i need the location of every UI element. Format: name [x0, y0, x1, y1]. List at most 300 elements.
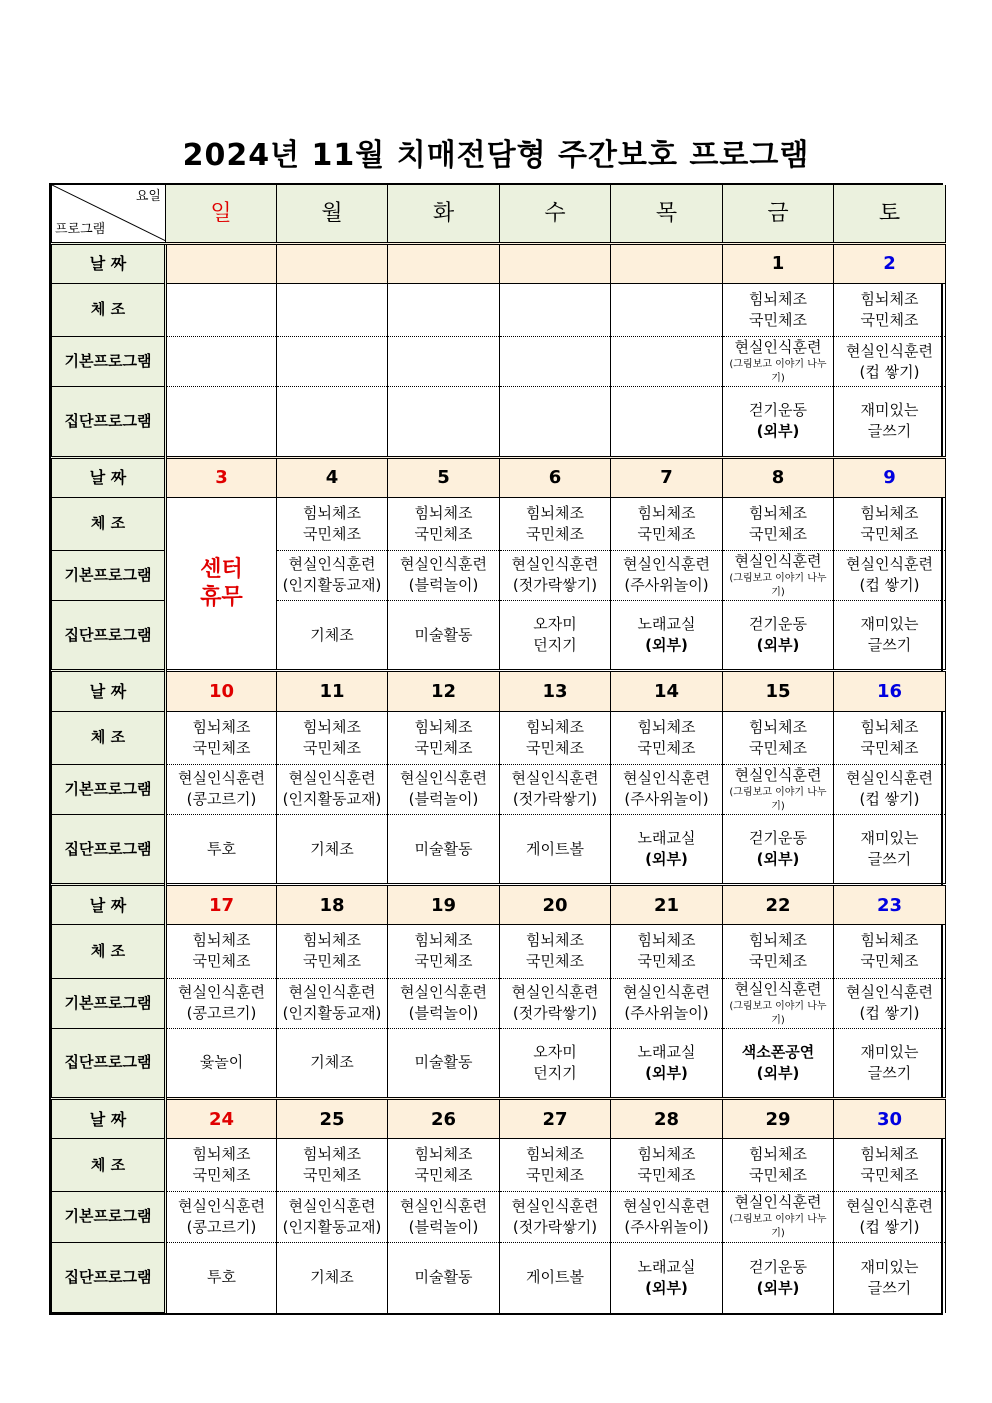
exercise-cell — [388, 497, 500, 550]
date-cell: 19 — [388, 885, 500, 925]
basic-program-cell — [611, 978, 723, 1028]
date-cell: 23 — [834, 885, 946, 925]
date-cell: 20 — [500, 885, 611, 925]
day-header-sat: 토 — [834, 185, 946, 243]
basic-program-detail: (주사위놀이) — [624, 1217, 709, 1236]
date-cell: 7 — [611, 457, 723, 497]
basic-program-detail: (컵 쌓기) — [859, 790, 920, 809]
group-program-row — [52, 1028, 946, 1098]
basic-program-cell — [611, 550, 723, 600]
group-program-cell — [611, 601, 723, 671]
group-program-name: 게이트볼 — [526, 1268, 584, 1286]
exercise-brain: 힘뇌체조 — [414, 717, 473, 736]
basic-program-detail: (그림보고 이야기 나누기) — [729, 572, 827, 598]
group-program-cell — [388, 814, 500, 884]
exercise-national: 국민체조 — [860, 738, 919, 757]
basic-program-detail: (콩고르기) — [186, 1217, 257, 1236]
group-program-cell — [723, 601, 834, 671]
basic-program-cell — [500, 978, 611, 1028]
closed-line-2: 휴무 — [200, 584, 243, 610]
basic-program-cell — [388, 1192, 500, 1242]
exercise-cell — [500, 497, 611, 550]
group-program-row-label: 집단프로그램 — [52, 1028, 166, 1098]
group-program-name: 기체조 — [310, 625, 354, 644]
exercise-cell — [277, 1139, 388, 1192]
group-program-cell — [611, 1242, 723, 1312]
group-program-note: 글쓰기 — [867, 422, 912, 441]
exercise-brain: 힘뇌체조 — [526, 1145, 584, 1164]
group-program-cell — [723, 1028, 834, 1098]
group-program-name: 색소폰공연 — [741, 1042, 815, 1061]
basic-program-title: 현실인식훈련 — [846, 1196, 933, 1215]
basic-program-row-label: 기본프로그램 — [52, 550, 166, 600]
group-program-name: 윷놀이 — [199, 1053, 244, 1072]
basic-program-title: 현실인식훈련 — [734, 551, 822, 570]
group-program-cell — [166, 814, 277, 884]
basic-program-detail: (젓가락쌓기) — [512, 1217, 598, 1236]
exercise-national: 국민체조 — [860, 310, 919, 329]
group-program-row — [52, 1242, 946, 1312]
basic-program-detail: (주사위놀이) — [624, 576, 709, 595]
basic-program-row-label: 기본프로그램 — [52, 978, 166, 1028]
date-cell: 6 — [500, 457, 611, 497]
group-program-cell — [277, 1242, 388, 1312]
basic-program-cell — [834, 978, 946, 1028]
group-program-name: 노래교실 — [637, 615, 696, 634]
basic-program-cell — [500, 1192, 611, 1242]
exercise-cell — [723, 1139, 834, 1192]
group-program-name: 걷기운동 — [749, 1257, 807, 1276]
basic-program-cell — [388, 978, 500, 1028]
exercise-brain: 힘뇌체조 — [749, 717, 807, 736]
group-program-name: 재미있는 — [860, 829, 919, 848]
exercise-national: 국민체조 — [749, 1166, 807, 1185]
group-program-name: 투호 — [207, 1268, 236, 1286]
group-program-note: (외부) — [645, 636, 688, 655]
corner-day-label: 요일 — [135, 189, 161, 204]
page-title: 2024년 11월 치매전담형 주간보호 프로그램 — [182, 138, 810, 173]
basic-program-detail: (주사위놀이) — [624, 1004, 709, 1023]
group-program-name: 미술활동 — [414, 1268, 473, 1286]
group-program-note: (외부) — [756, 1063, 800, 1082]
exercise-national: 국민체조 — [749, 952, 807, 971]
basic-program-title: 현실인식훈련 — [400, 555, 487, 574]
basic-program-detail: (젓가락쌓기) — [512, 790, 598, 809]
center-closed-cell — [166, 497, 277, 671]
basic-program-title: 현실인식훈련 — [623, 983, 710, 1002]
group-program-note: 글쓰기 — [867, 636, 912, 655]
exercise-national: 국민체조 — [526, 524, 584, 543]
exercise-brain: 힘뇌체조 — [303, 1145, 361, 1164]
group-program-name: 미술활동 — [414, 839, 473, 858]
group-program-name: 걷기운동 — [749, 829, 807, 848]
exercise-brain: 힘뇌체조 — [303, 931, 361, 950]
date-cell: 13 — [500, 671, 611, 711]
group-program-row-label: 집단프로그램 — [52, 814, 166, 884]
date-row-label: 날 짜 — [52, 671, 166, 711]
exercise-brain: 힘뇌체조 — [749, 289, 807, 308]
basic-program-title: 현실인식훈련 — [511, 983, 599, 1002]
exercise-brain: 힘뇌체조 — [414, 931, 473, 950]
date-cell — [166, 243, 277, 283]
basic-program-title: 현실인식훈련 — [623, 769, 710, 788]
basic-program-detail: (인지활동교재) — [282, 1004, 382, 1023]
basic-program-title: 현실인식훈련 — [511, 1196, 599, 1215]
date-cell: 12 — [388, 671, 500, 711]
basic-program-cell — [166, 337, 277, 387]
exercise-brain: 힘뇌체조 — [637, 1145, 696, 1164]
group-program-cell — [388, 1242, 500, 1312]
basic-program-detail: (컵 쌓기) — [859, 362, 920, 381]
exercise-cell — [611, 283, 723, 336]
group-program-name: 게이트볼 — [526, 839, 584, 858]
exercise-national: 국민체조 — [526, 1166, 584, 1185]
exercise-cell — [500, 1139, 611, 1192]
exercise-cell — [723, 711, 834, 764]
basic-program-detail: (블럭놀이) — [408, 1217, 479, 1236]
exercise-brain: 힘뇌체조 — [414, 503, 473, 522]
exercise-cell — [834, 497, 946, 550]
group-program-cell — [388, 601, 500, 671]
basic-program-detail: (주사위놀이) — [624, 790, 709, 809]
basic-program-cell — [834, 1192, 946, 1242]
exercise-brain: 힘뇌체조 — [526, 503, 584, 522]
group-program-row — [52, 814, 946, 884]
exercise-brain: 힘뇌체조 — [192, 1145, 251, 1164]
date-cell — [500, 243, 611, 283]
basic-program-title: 현실인식훈련 — [288, 555, 376, 574]
group-program-name: 재미있는 — [860, 1042, 919, 1061]
exercise-cell — [277, 497, 388, 550]
basic-program-cell — [277, 550, 388, 600]
date-row — [52, 1098, 946, 1138]
date-cell: 27 — [500, 1098, 611, 1138]
basic-program-row-label: 기본프로그램 — [52, 337, 166, 387]
basic-program-title: 현실인식훈련 — [288, 1196, 376, 1215]
basic-program-cell — [500, 550, 611, 600]
group-program-note: (외부) — [645, 1278, 688, 1297]
group-program-cell — [277, 387, 388, 457]
basic-program-title: 현실인식훈련 — [400, 983, 487, 1002]
exercise-national: 국민체조 — [637, 952, 696, 971]
group-program-cell — [277, 814, 388, 884]
group-program-cell — [834, 1028, 946, 1098]
date-cell: 28 — [611, 1098, 723, 1138]
exercise-brain: 힘뇌체조 — [637, 931, 696, 950]
basic-program-detail: (인지활동교재) — [282, 576, 382, 595]
group-program-name: 걷기운동 — [749, 401, 807, 420]
exercise-national: 국민체조 — [414, 524, 473, 543]
group-program-name: 오자미 — [533, 1042, 577, 1061]
basic-program-title: 현실인식훈련 — [178, 1196, 265, 1215]
group-program-row — [52, 387, 946, 457]
day-header-sun: 일 — [166, 185, 277, 243]
group-program-note: (외부) — [645, 1063, 688, 1082]
date-row-label: 날 짜 — [52, 457, 166, 497]
exercise-cell — [723, 925, 834, 978]
group-program-cell — [834, 1242, 946, 1312]
group-program-note: (외부) — [756, 850, 800, 869]
group-program-name: 투호 — [207, 839, 236, 858]
basic-program-detail: (콩고르기) — [186, 790, 257, 809]
group-program-cell — [166, 387, 277, 457]
basic-program-title: 현실인식훈련 — [846, 983, 933, 1002]
group-program-name: 노래교실 — [637, 1042, 696, 1061]
group-program-name: 미술활동 — [414, 1053, 473, 1072]
exercise-national: 국민체조 — [637, 738, 696, 757]
basic-program-detail: (컵 쌓기) — [859, 576, 920, 595]
basic-program-cell — [277, 1192, 388, 1242]
group-program-cell — [611, 1028, 723, 1098]
basic-program-detail: (젓가락쌓기) — [512, 576, 598, 595]
group-program-note: 던지기 — [533, 1063, 577, 1082]
day-header-fri: 금 — [723, 185, 834, 243]
group-program-name: 오자미 — [533, 615, 577, 634]
date-cell: 25 — [277, 1098, 388, 1138]
group-program-name: 걷기운동 — [749, 615, 807, 634]
basic-program-title: 현실인식훈련 — [734, 765, 822, 784]
basic-program-title: 현실인식훈련 — [734, 979, 822, 998]
group-program-cell — [723, 387, 834, 457]
date-cell: 10 — [166, 671, 277, 711]
exercise-cell — [500, 925, 611, 978]
group-program-row-label: 집단프로그램 — [52, 601, 166, 671]
day-header-thu: 목 — [611, 185, 723, 243]
group-program-row-label: 집단프로그램 — [52, 387, 166, 457]
basic-program-title: 현실인식훈련 — [734, 338, 822, 357]
exercise-cell — [166, 283, 277, 336]
exercise-national: 국민체조 — [414, 1166, 473, 1185]
date-row — [52, 885, 946, 925]
date-cell: 30 — [834, 1098, 946, 1138]
basic-program-detail: (인지활동교재) — [282, 790, 382, 809]
exercise-national: 국민체조 — [303, 1166, 361, 1185]
exercise-row-label: 체 조 — [52, 925, 166, 978]
group-program-cell — [500, 814, 611, 884]
exercise-national: 국민체조 — [749, 738, 807, 757]
basic-program-cell — [723, 1192, 834, 1242]
group-program-cell — [723, 814, 834, 884]
group-program-cell — [834, 601, 946, 671]
exercise-row-label: 체 조 — [52, 711, 166, 764]
basic-program-cell — [277, 978, 388, 1028]
exercise-cell — [834, 1139, 946, 1192]
basic-program-cell — [166, 764, 277, 814]
exercise-cell — [388, 283, 500, 336]
exercise-cell — [834, 711, 946, 764]
group-program-name: 기체조 — [310, 839, 354, 858]
basic-program-row — [52, 764, 946, 814]
basic-program-cell — [834, 550, 946, 600]
date-cell: 24 — [166, 1098, 277, 1138]
basic-program-title: 현실인식훈련 — [846, 769, 933, 788]
group-program-note: (외부) — [756, 636, 800, 655]
group-program-name: 미술활동 — [414, 625, 473, 644]
exercise-cell — [834, 925, 946, 978]
date-cell — [277, 243, 388, 283]
basic-program-cell — [277, 764, 388, 814]
exercise-national: 국민체조 — [414, 738, 473, 757]
exercise-national: 국민체조 — [749, 524, 807, 543]
basic-program-detail: (젓가락쌓기) — [512, 1004, 598, 1023]
day-header-mon: 월 — [277, 185, 388, 243]
exercise-cell — [611, 1139, 723, 1192]
date-row-label: 날 짜 — [52, 1098, 166, 1138]
basic-program-cell — [500, 764, 611, 814]
basic-program-cell — [611, 764, 723, 814]
basic-program-row-label: 기본프로그램 — [52, 1192, 166, 1242]
group-program-note: 글쓰기 — [867, 850, 912, 869]
exercise-brain: 힘뇌체조 — [637, 503, 696, 522]
exercise-brain: 힘뇌체조 — [414, 1145, 473, 1164]
date-cell: 4 — [277, 457, 388, 497]
basic-program-cell — [388, 550, 500, 600]
group-program-name: 재미있는 — [860, 401, 919, 420]
group-program-cell — [277, 1028, 388, 1098]
basic-program-detail: (그림보고 이야기 나누기) — [729, 786, 827, 812]
group-program-note: (외부) — [756, 422, 800, 441]
group-program-note: 던지기 — [533, 636, 577, 655]
date-row-label: 날 짜 — [52, 885, 166, 925]
group-program-cell — [500, 1242, 611, 1312]
exercise-national: 국민체조 — [637, 1166, 696, 1185]
group-program-cell — [500, 1028, 611, 1098]
date-cell: 17 — [166, 885, 277, 925]
basic-program-title: 현실인식훈련 — [846, 341, 933, 360]
basic-program-detail: (그림보고 이야기 나누기) — [729, 359, 827, 385]
exercise-brain: 힘뇌체조 — [192, 717, 251, 736]
basic-program-title: 현실인식훈련 — [288, 769, 376, 788]
exercise-brain: 힘뇌체조 — [637, 717, 696, 736]
basic-program-title: 현실인식훈련 — [623, 1196, 710, 1215]
basic-program-cell — [166, 1192, 277, 1242]
group-program-cell — [277, 601, 388, 671]
group-program-cell — [500, 387, 611, 457]
group-program-name: 노래교실 — [637, 829, 696, 848]
date-cell: 21 — [611, 885, 723, 925]
exercise-brain: 힘뇌체조 — [303, 503, 361, 522]
exercise-brain: 힘뇌체조 — [860, 1145, 919, 1164]
exercise-national: 국민체조 — [637, 524, 696, 543]
basic-program-row — [52, 978, 946, 1028]
group-program-name: 기체조 — [310, 1268, 354, 1286]
group-program-name: 재미있는 — [860, 1257, 919, 1276]
basic-program-title: 현실인식훈련 — [734, 1193, 822, 1212]
exercise-cell — [500, 283, 611, 336]
corner-cell — [52, 185, 166, 243]
basic-program-detail: (그림보고 이야기 나누기) — [729, 1000, 827, 1026]
basic-program-row-label: 기본프로그램 — [52, 764, 166, 814]
basic-program-cell — [388, 337, 500, 387]
exercise-cell — [277, 711, 388, 764]
exercise-national: 국민체조 — [192, 952, 251, 971]
basic-program-detail: (블럭놀이) — [408, 576, 479, 595]
basic-program-row — [52, 1192, 946, 1242]
group-program-cell — [723, 1242, 834, 1312]
date-cell: 8 — [723, 457, 834, 497]
basic-program-detail: (블럭놀이) — [408, 1004, 479, 1023]
exercise-cell — [166, 925, 277, 978]
group-program-cell — [611, 814, 723, 884]
group-program-note: 글쓰기 — [867, 1278, 912, 1297]
date-cell: 26 — [388, 1098, 500, 1138]
day-header-tue: 화 — [388, 185, 500, 243]
exercise-national: 국민체조 — [526, 738, 584, 757]
basic-program-detail: (블럭놀이) — [408, 790, 479, 809]
date-cell: 29 — [723, 1098, 834, 1138]
date-cell: 11 — [277, 671, 388, 711]
date-cell: 1 — [723, 243, 834, 283]
exercise-cell — [388, 711, 500, 764]
group-program-cell — [388, 1028, 500, 1098]
date-cell: 3 — [166, 457, 277, 497]
exercise-national: 국민체조 — [192, 738, 251, 757]
group-program-cell — [388, 387, 500, 457]
group-program-name: 재미있는 — [860, 615, 919, 634]
group-program-cell — [166, 1242, 277, 1312]
exercise-cell — [500, 711, 611, 764]
basic-program-detail: (콩고르기) — [186, 1004, 257, 1023]
date-cell — [388, 243, 500, 283]
group-program-cell — [166, 1028, 277, 1098]
basic-program-cell — [723, 337, 834, 387]
header-row — [52, 185, 946, 243]
exercise-brain: 힘뇌체조 — [749, 503, 807, 522]
exercise-cell — [388, 925, 500, 978]
basic-program-detail: (컵 쌓기) — [859, 1004, 920, 1023]
exercise-cell — [611, 925, 723, 978]
exercise-national: 국민체조 — [860, 952, 919, 971]
exercise-row — [52, 497, 946, 550]
basic-program-title: 현실인식훈련 — [178, 983, 265, 1002]
group-program-note: (외부) — [645, 850, 688, 869]
basic-program-title: 현실인식훈련 — [511, 555, 599, 574]
basic-program-cell — [834, 764, 946, 814]
basic-program-title: 현실인식훈련 — [846, 555, 933, 574]
exercise-national: 국민체조 — [526, 952, 584, 971]
exercise-cell — [611, 497, 723, 550]
basic-program-detail: (컵 쌓기) — [859, 1217, 920, 1236]
basic-program-cell — [723, 550, 834, 600]
corner-program-label: 프로그램 — [55, 221, 106, 237]
basic-program-cell — [166, 978, 277, 1028]
exercise-row-label: 체 조 — [52, 497, 166, 550]
date-cell: 5 — [388, 457, 500, 497]
date-row — [52, 457, 946, 497]
basic-program-detail: (그림보고 이야기 나누기) — [729, 1214, 827, 1240]
exercise-brain: 힘뇌체조 — [860, 289, 919, 308]
basic-program-cell — [723, 978, 834, 1028]
exercise-brain: 힘뇌체조 — [860, 717, 919, 736]
date-cell: 18 — [277, 885, 388, 925]
exercise-national: 국민체조 — [860, 524, 919, 543]
date-row — [52, 671, 946, 711]
exercise-brain: 힘뇌체조 — [526, 931, 584, 950]
schedule-table — [49, 183, 943, 1315]
day-header-wed: 수 — [500, 185, 611, 243]
group-program-cell — [500, 601, 611, 671]
basic-program-title: 현실인식훈련 — [623, 555, 710, 574]
basic-program-title: 현실인식훈련 — [400, 769, 487, 788]
group-program-name: 기체조 — [310, 1053, 354, 1072]
basic-program-cell — [500, 337, 611, 387]
exercise-cell — [723, 283, 834, 336]
basic-program-title: 현실인식훈련 — [400, 1196, 487, 1215]
exercise-cell — [277, 283, 388, 336]
date-cell: 22 — [723, 885, 834, 925]
exercise-national: 국민체조 — [303, 524, 361, 543]
exercise-national: 국민체조 — [749, 310, 807, 329]
